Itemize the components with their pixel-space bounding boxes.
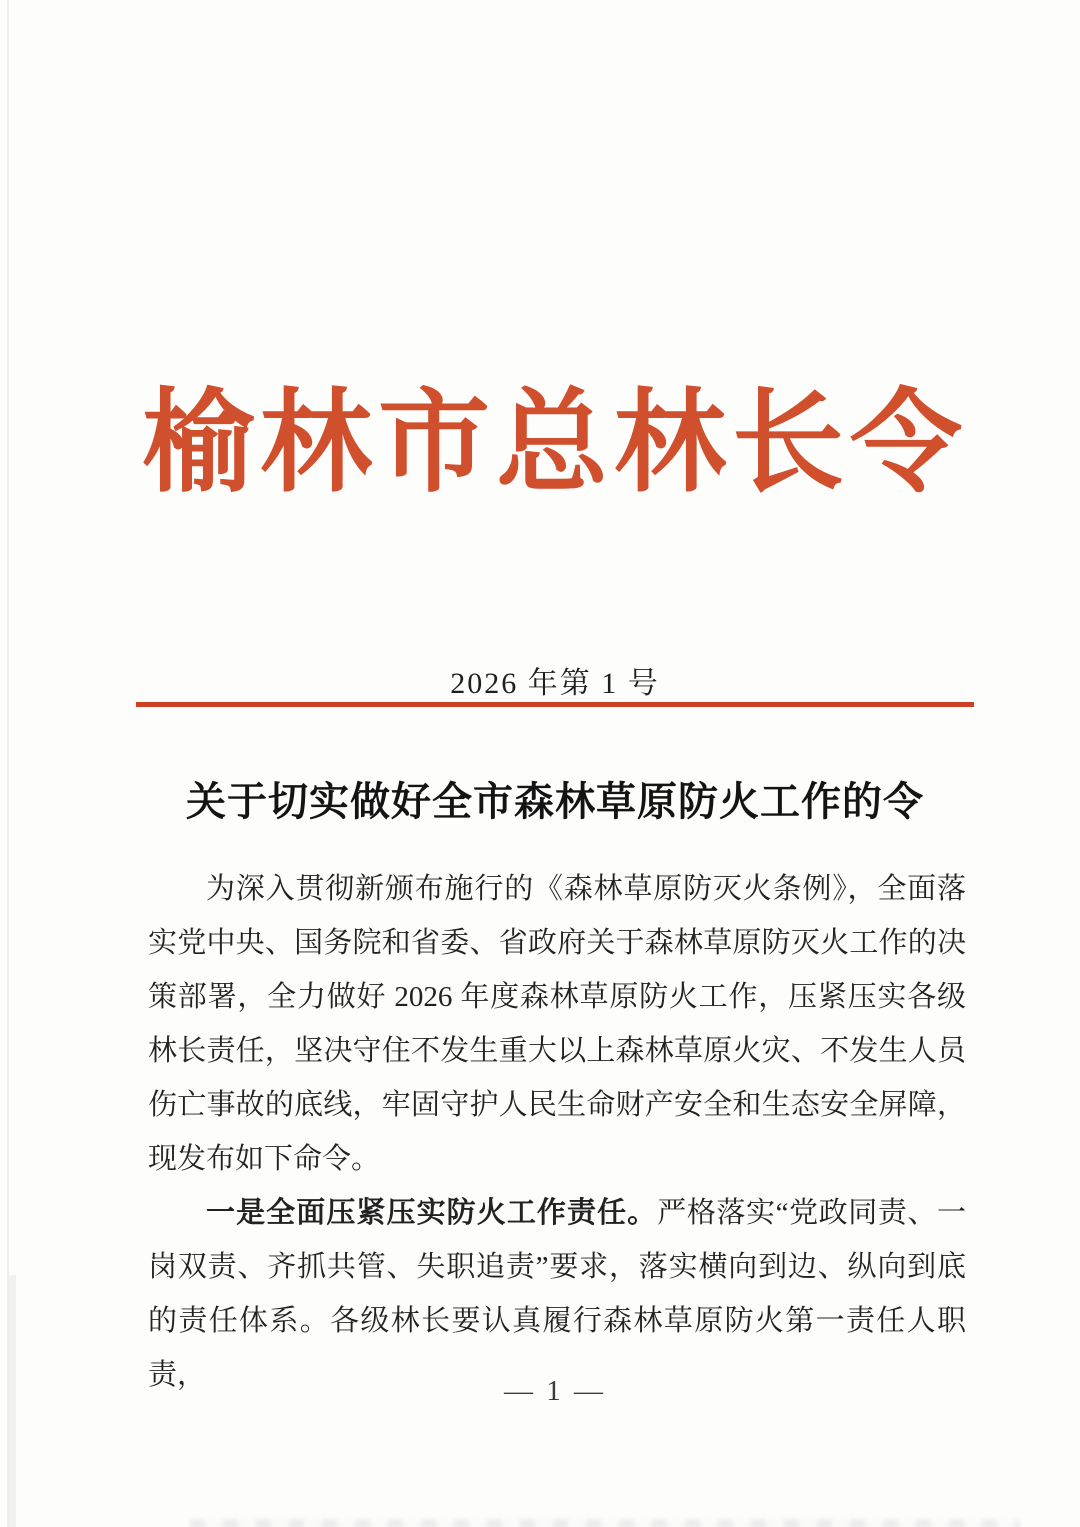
page-number: — 1 — xyxy=(504,1375,606,1407)
next-page-cutoff-text xyxy=(190,1519,1020,1527)
issue-number: 2026 年第 1 号 xyxy=(450,667,660,700)
paragraph-lead-bold: 一是全面压紧压实防火工作责任。 xyxy=(206,1197,658,1229)
scan-smudge-artifact xyxy=(9,1275,16,1527)
document-body xyxy=(148,862,966,1402)
paragraph xyxy=(148,862,966,1186)
paragraph-text: 严格落实“党政同责、一岗双责、齐抓共管、失职追责”要求，落实横向到边、纵向到底的责任体系。各级林长要认真履行森林草原防火第一责任人职责， xyxy=(148,1197,966,1391)
document-title: 榆林市总林长令 xyxy=(142,382,968,506)
document-subject-heading: 关于切实做好全市森林草原防火工作的令 xyxy=(186,779,924,824)
paragraph xyxy=(148,1186,966,1402)
paragraph-text: 为深入贯彻新颁布施行的《森林草原防灭火条例》，全面落实党中央、国务院和省委、省政府关于森林草原防灭火工作的决策部署，全力做好 2026 年度森林草原防火工作，压紧压实各级林长责任，坚决守住不发生重大以上森林草原火灾、不发生人员伤亡事故的底线，牢固守护人民生命财产安全和生态安全屏障，现发布如下命令。 xyxy=(148,873,966,1175)
red-divider-line xyxy=(136,702,974,707)
